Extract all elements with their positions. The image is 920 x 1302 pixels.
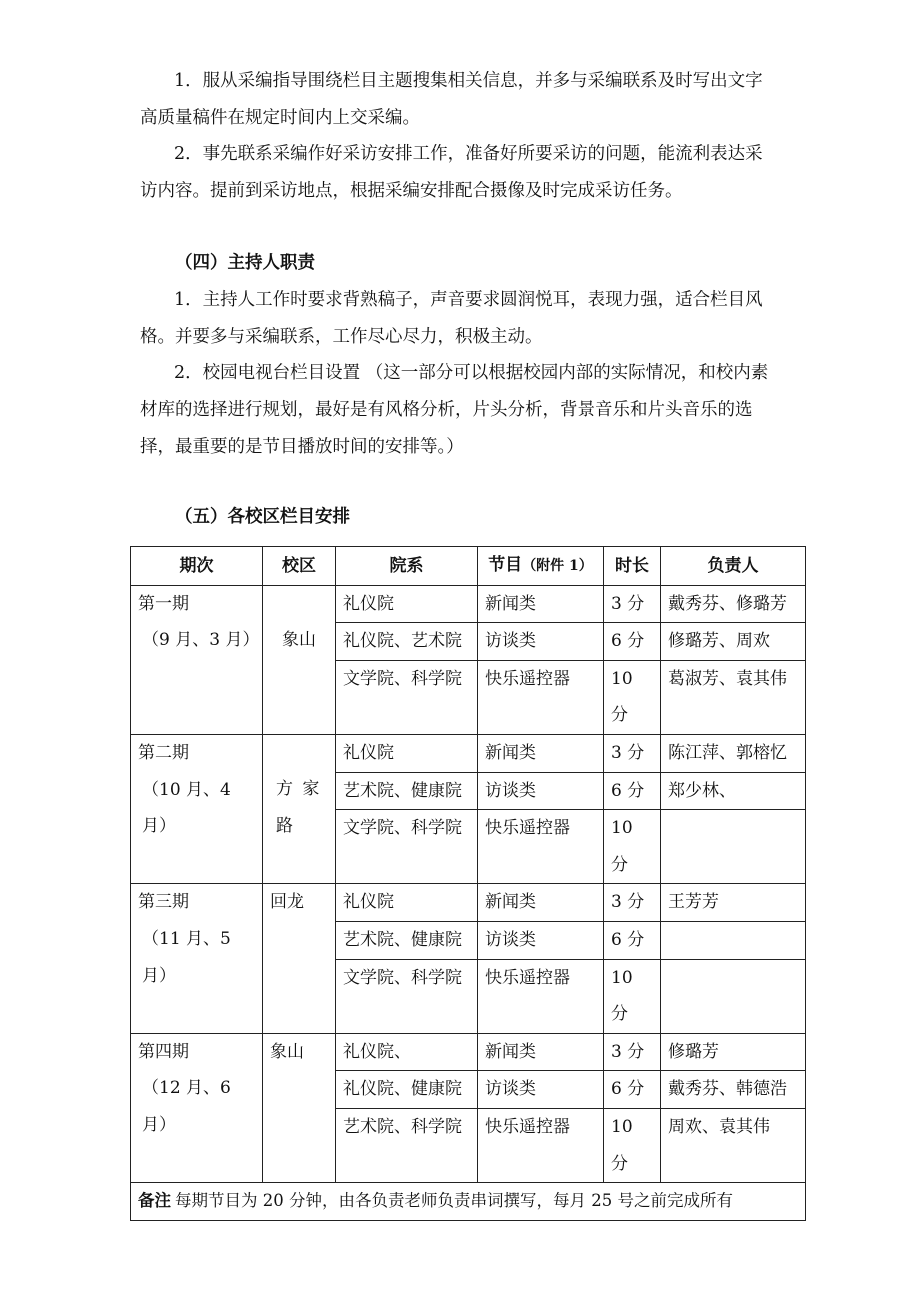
dept-cell: 礼仪院: [336, 884, 478, 922]
header-period: 期次: [131, 547, 263, 586]
header-campus: 校区: [263, 547, 336, 586]
header-dept: 院系: [336, 547, 478, 586]
period-name: 第三期: [138, 892, 189, 913]
period-cell: [131, 1033, 263, 1182]
owner-cell: 修璐芳、周欢: [661, 623, 806, 661]
program-cell: 访谈类: [478, 1071, 604, 1109]
program-cell: 访谈类: [478, 921, 604, 959]
header-program: [478, 547, 604, 586]
header-program-label: 节目: [488, 555, 523, 575]
period-cell: [131, 884, 263, 1033]
section-5-heading: （五）各校区栏目安排: [175, 507, 350, 527]
owner-cell: [661, 810, 806, 884]
note-label: 备注: [138, 1191, 171, 1211]
duration-cell: 10 分: [604, 959, 661, 1033]
program-cell: 新闻类: [478, 585, 604, 623]
duration-cell: 10 分: [604, 1108, 661, 1182]
section-4-item-2: 2．校园电视台栏目设置 （这一部分可以根据校园内部的实际情况，和校内素材库的选择进行规划，最好是有风格分析，片头分析，背景音乐和片头音乐的选择，最重要的是节目播放时间的安排等。）: [140, 363, 769, 457]
duration-cell: 6 分: [604, 921, 661, 959]
owner-cell: [661, 959, 806, 1033]
table-row: [131, 884, 806, 922]
owner-cell: 修璐芳: [661, 1033, 806, 1071]
dept-cell: 礼仪院: [336, 585, 478, 623]
program-cell: 快乐遥控器: [478, 660, 604, 734]
table-row: [131, 585, 806, 623]
dept-cell: 礼仪院、: [336, 1033, 478, 1071]
note-text: 每期节目为 20 分钟，由各负责老师负责串词撰写，每月 25 号之前完成所有: [175, 1191, 733, 1211]
dept-cell: 文学院、科学院: [336, 660, 478, 734]
paragraph-2: 2．事先联系采编作好采访安排工作，准备好所要采访的问题，能流利表达采访内容。提前到采访地点，根据采编安排配合摄像及时完成采访任务。: [140, 144, 763, 201]
owner-cell: 陈江萍、郭榕忆: [661, 734, 806, 772]
header-duration: 时长: [604, 547, 661, 586]
dept-cell: 艺术院、健康院: [336, 772, 478, 810]
campus-cell: [263, 734, 336, 883]
period-months: （11 月、5 月）: [142, 928, 231, 986]
note-cell: [131, 1183, 806, 1221]
dept-cell: 礼仪院、艺术院: [336, 623, 478, 661]
duration-cell: 3 分: [604, 734, 661, 772]
program-cell: 快乐遥控器: [478, 810, 604, 884]
program-cell: 新闻类: [478, 1033, 604, 1071]
period-name: 第二期: [138, 742, 189, 763]
duration-cell: 3 分: [604, 1033, 661, 1071]
schedule-table: [130, 546, 806, 1221]
dept-cell: 艺术院、科学院: [336, 1108, 478, 1182]
owner-cell: 葛淑芳、袁其伟: [661, 660, 806, 734]
period-months: （9 月、3 月）: [142, 630, 260, 651]
owner-cell: 戴秀芬、韩德浩: [661, 1071, 806, 1109]
duration-cell: 6 分: [604, 772, 661, 810]
table-row: [131, 734, 806, 772]
owner-cell: [661, 921, 806, 959]
program-cell: 新闻类: [478, 734, 604, 772]
section-4-heading: （四）主持人职责: [175, 253, 315, 273]
campus-name: 方 家 路: [276, 778, 322, 836]
owner-cell: 郑少林、: [661, 772, 806, 810]
note-row: [131, 1183, 806, 1221]
program-cell: 新闻类: [478, 884, 604, 922]
dept-cell: 礼仪院: [336, 734, 478, 772]
paragraph-1: 1．服从采编指导围绕栏目主题搜集相关信息，并多与采编联系及时写出文字高质量稿件在规定时间内上交采编。: [140, 71, 763, 128]
owner-cell: 王芳芳: [661, 884, 806, 922]
section-4-item-1: 1．主持人工作时要求背熟稿子，声音要求圆润悦耳，表现力强，适合栏目风格。并要多与采编联系，工作尽心尽力，积极主动。: [140, 290, 763, 347]
duration-cell: 10 分: [604, 660, 661, 734]
period-name: 第四期: [138, 1041, 189, 1062]
table-row: [131, 1033, 806, 1071]
duration-cell: 6 分: [604, 1071, 661, 1109]
campus-cell: 象山: [263, 1033, 336, 1182]
duration-cell: 3 分: [604, 884, 661, 922]
campus-cell: [263, 585, 336, 734]
campus-cell: 回龙: [263, 884, 336, 1033]
program-cell: 访谈类: [478, 623, 604, 661]
program-cell: 访谈类: [478, 772, 604, 810]
dept-cell: 文学院、科学院: [336, 810, 478, 884]
period-cell: [131, 734, 263, 883]
period-months: （12 月、6 月）: [142, 1078, 231, 1135]
dept-cell: 艺术院、健康院: [336, 921, 478, 959]
period-cell: [131, 585, 263, 734]
program-cell: 快乐遥控器: [478, 1108, 604, 1182]
duration-cell: 6 分: [604, 623, 661, 661]
campus-name: 象山: [282, 629, 316, 650]
program-cell: 快乐遥控器: [478, 959, 604, 1033]
dept-cell: 礼仪院、健康院: [336, 1071, 478, 1109]
duration-cell: 3 分: [604, 585, 661, 623]
duration-cell: 10 分: [604, 810, 661, 884]
owner-cell: 周欢、袁其伟: [661, 1108, 806, 1182]
table-header-row: [131, 547, 806, 586]
header-program-attach: （附件 1）: [522, 558, 593, 574]
period-months: （10 月、4 月）: [142, 779, 231, 837]
period-name: 第一期: [138, 593, 189, 614]
header-owner: 负责人: [661, 547, 806, 586]
dept-cell: 文学院、科学院: [336, 959, 478, 1033]
owner-cell: 戴秀芬、修璐芳: [661, 585, 806, 623]
